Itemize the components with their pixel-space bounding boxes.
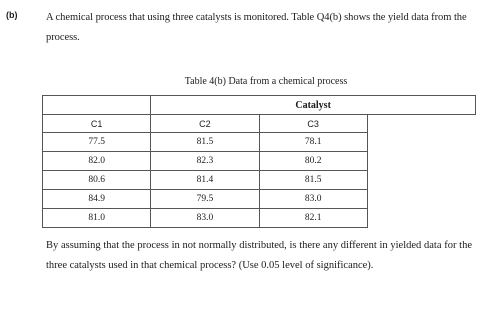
table-group-header-row — [43, 96, 476, 115]
table-cell: 81.0 — [43, 209, 151, 228]
table-caption: Table 4(b) Data from a chemical process — [184, 76, 348, 87]
table-cell: 77.5 — [43, 133, 151, 152]
table-cell: 84.9 — [43, 190, 151, 209]
table-row — [43, 190, 476, 209]
question-text: By assuming that the process in not normally distributed, is there any different in yielded data for the three catalysts used in that chemical process? (Use 0.05 level of significance). — [46, 240, 472, 271]
table-column-header-row — [43, 115, 476, 133]
catalyst-header: Catalyst — [151, 96, 476, 115]
intro-text: A chemical process that using three catalysts is monitored. Table Q4(b) shows the yield data from the process. — [46, 12, 467, 43]
table-cell: 83.0 — [259, 190, 367, 209]
column-header-c3: C3 — [259, 115, 367, 133]
table-cell: 83.0 — [151, 209, 259, 228]
table-cell: 81.4 — [151, 171, 259, 190]
table-row — [43, 171, 476, 190]
table-cell: 78.1 — [259, 133, 367, 152]
table-cell: 81.5 — [259, 171, 367, 190]
table-cell: 82.3 — [151, 152, 259, 171]
table-cell: 82.0 — [43, 152, 151, 171]
table-cell: 80.2 — [259, 152, 367, 171]
table-cell: 80.6 — [43, 171, 151, 190]
column-header-c1: C1 — [43, 115, 151, 133]
table-cell: 79.5 — [151, 190, 259, 209]
table-cell: 81.5 — [151, 133, 259, 152]
question-label: (b) — [6, 10, 18, 20]
column-header-c2: C2 — [151, 115, 259, 133]
table-row — [43, 152, 476, 171]
table-row — [43, 133, 476, 152]
table-cell: 82.1 — [259, 209, 367, 228]
catalyst-table — [42, 95, 476, 228]
table-row — [43, 209, 476, 228]
